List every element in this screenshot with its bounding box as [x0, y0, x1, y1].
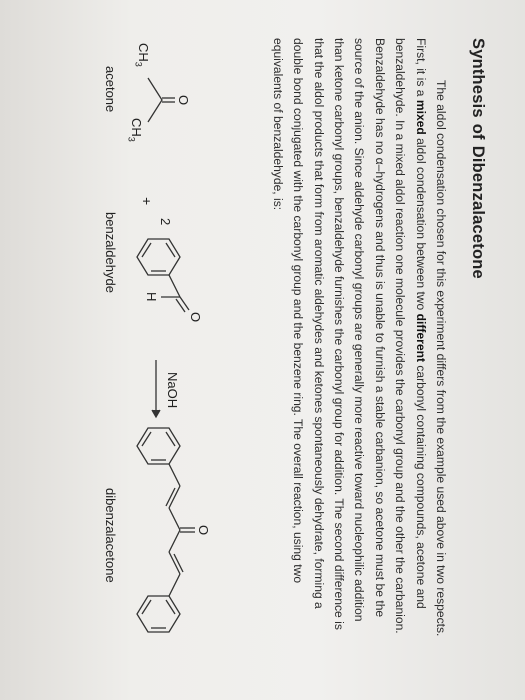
emphasis-mixed: mixed: [413, 99, 428, 135]
paragraph-text-2: aldol condensation between two: [413, 134, 428, 314]
product-oxygen: O: [196, 525, 211, 536]
product-ring-left: [137, 428, 180, 464]
paragraph-text-3: carbonyl containing compounds, acetone and benzaldehyde. In a mixed aldol reaction one molecule provides the carbonyl group and the other the carbanion. Benzaldehyde has no α–hydrogens and thus is unable to furnish a stable carbanion, so acetone must be the source of the anion. Since aldehyde carbonyl groups are generally more reactive toward nucleophilic addition than ketone carbonyl groups, benzaldehyde furnishes the carbonyl group for addition. The second difference is that the aldol products that form from aromatic aldehydes and ketones spontaneously dehydrate, forming a double bond conjugated with the carbonyl group and the benzene ring. The overall reaction, using two equivalents of benzaldehyde, is:: [270, 38, 428, 634]
product-chain-5b: [174, 554, 183, 572]
title-word-of: of: [469, 123, 487, 140]
paragraph-text-1: The aldol condensation chosen for this experiment differs from the example used above in two respects. First, it is a: [413, 38, 448, 637]
benzaldehyde-name: benzaldehyde: [103, 212, 118, 293]
product-chain-2b: [166, 488, 175, 506]
reagent-naoh: NaOH: [165, 372, 180, 409]
acetone-right-methyl: $CH_3$: [126, 118, 144, 142]
product-ring-right-double-3: [142, 600, 151, 614]
benzaldehyde-oxygen: O: [188, 312, 203, 323]
product-ring-right-double-1: [166, 600, 175, 614]
acetone-name: acetone: [103, 66, 118, 113]
product-name: dibenzalacetone: [103, 488, 118, 583]
acetone-oxygen: O: [176, 95, 191, 106]
benzaldehyde-hydrogen: H: [144, 292, 159, 302]
product-ring-left-double-3: [142, 432, 151, 446]
product-ring-left-double-1: [166, 432, 175, 446]
plus-sign: +: [139, 197, 155, 206]
acetone-left-methyl: $CH_3$: [133, 43, 151, 67]
coefficient-2: 2: [158, 218, 173, 226]
emphasis-different: different: [413, 313, 428, 362]
product-ring-right: [137, 596, 180, 632]
title-word-synthesis: Synthesis: [469, 38, 487, 118]
product-chain-4: [169, 530, 180, 552]
title-word-dibenzalacetone: Dibenzalacetone: [469, 145, 487, 279]
product-chain-6: [169, 574, 180, 596]
product-chain-1: [169, 464, 180, 486]
product-chain-3: [169, 508, 180, 530]
